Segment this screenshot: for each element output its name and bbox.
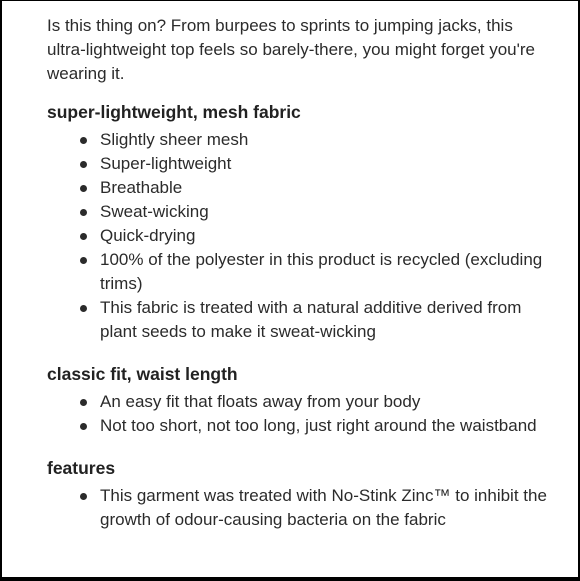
- list-item: [47, 200, 547, 224]
- bullet-list: [47, 390, 547, 438]
- list-item: [47, 152, 547, 176]
- list-item-text: Breathable: [100, 178, 183, 197]
- list-item-text: Sweat-wicking: [100, 202, 209, 221]
- list-item-text: Quick-drying: [100, 226, 196, 245]
- bullet-icon: [80, 137, 87, 144]
- list-item-text: An easy fit that floats away from your body: [100, 392, 421, 411]
- list-item: [47, 128, 547, 152]
- section-features: [47, 456, 547, 532]
- product-description: [47, 14, 547, 550]
- list-item-text: This fabric is treated with a natural additive derived from plant seeds to make it sweat-wicking: [100, 298, 522, 341]
- list-item: [47, 414, 547, 438]
- list-item: [47, 224, 547, 248]
- product-description-page: [2, 1, 578, 577]
- bullet-icon: [80, 209, 87, 216]
- section-fit: [47, 362, 547, 438]
- list-item: [47, 176, 547, 200]
- bullet-icon: [80, 161, 87, 168]
- bullet-icon: [80, 257, 87, 264]
- section-heading: classic fit, waist length: [47, 364, 238, 384]
- list-item-text: Slightly sheer mesh: [100, 130, 249, 149]
- list-item: [47, 390, 547, 414]
- list-item-text: This garment was treated with No-Stink Zinc™ to inhibit the growth of odour-causing bacteria on the fabric: [100, 486, 547, 529]
- bullet-icon: [80, 493, 87, 500]
- bullet-icon: [80, 305, 87, 312]
- section-heading: super-lightweight, mesh fabric: [47, 102, 301, 122]
- bullet-list: [47, 484, 547, 532]
- list-item: [47, 296, 547, 344]
- bullet-list: [47, 128, 547, 344]
- list-item-text: Super-lightweight: [100, 154, 232, 173]
- bullet-icon: [80, 233, 87, 240]
- bullet-icon: [80, 399, 87, 406]
- list-item-text: 100% of the polyester in this product is recycled (excluding trims): [100, 250, 543, 293]
- bullet-icon: [80, 185, 87, 192]
- bullet-icon: [80, 423, 87, 430]
- list-item: [47, 248, 547, 296]
- list-item-text: Not too short, not too long, just right around the waistband: [100, 416, 537, 435]
- list-item: [47, 484, 547, 532]
- section-heading: features: [47, 458, 116, 478]
- section-fabric: [47, 100, 547, 344]
- intro-paragraph: Is this thing on? From burpees to sprints to jumping jacks, this ultra-lightweight top feels so barely-there, you might forget you're wearing it.: [47, 16, 535, 83]
